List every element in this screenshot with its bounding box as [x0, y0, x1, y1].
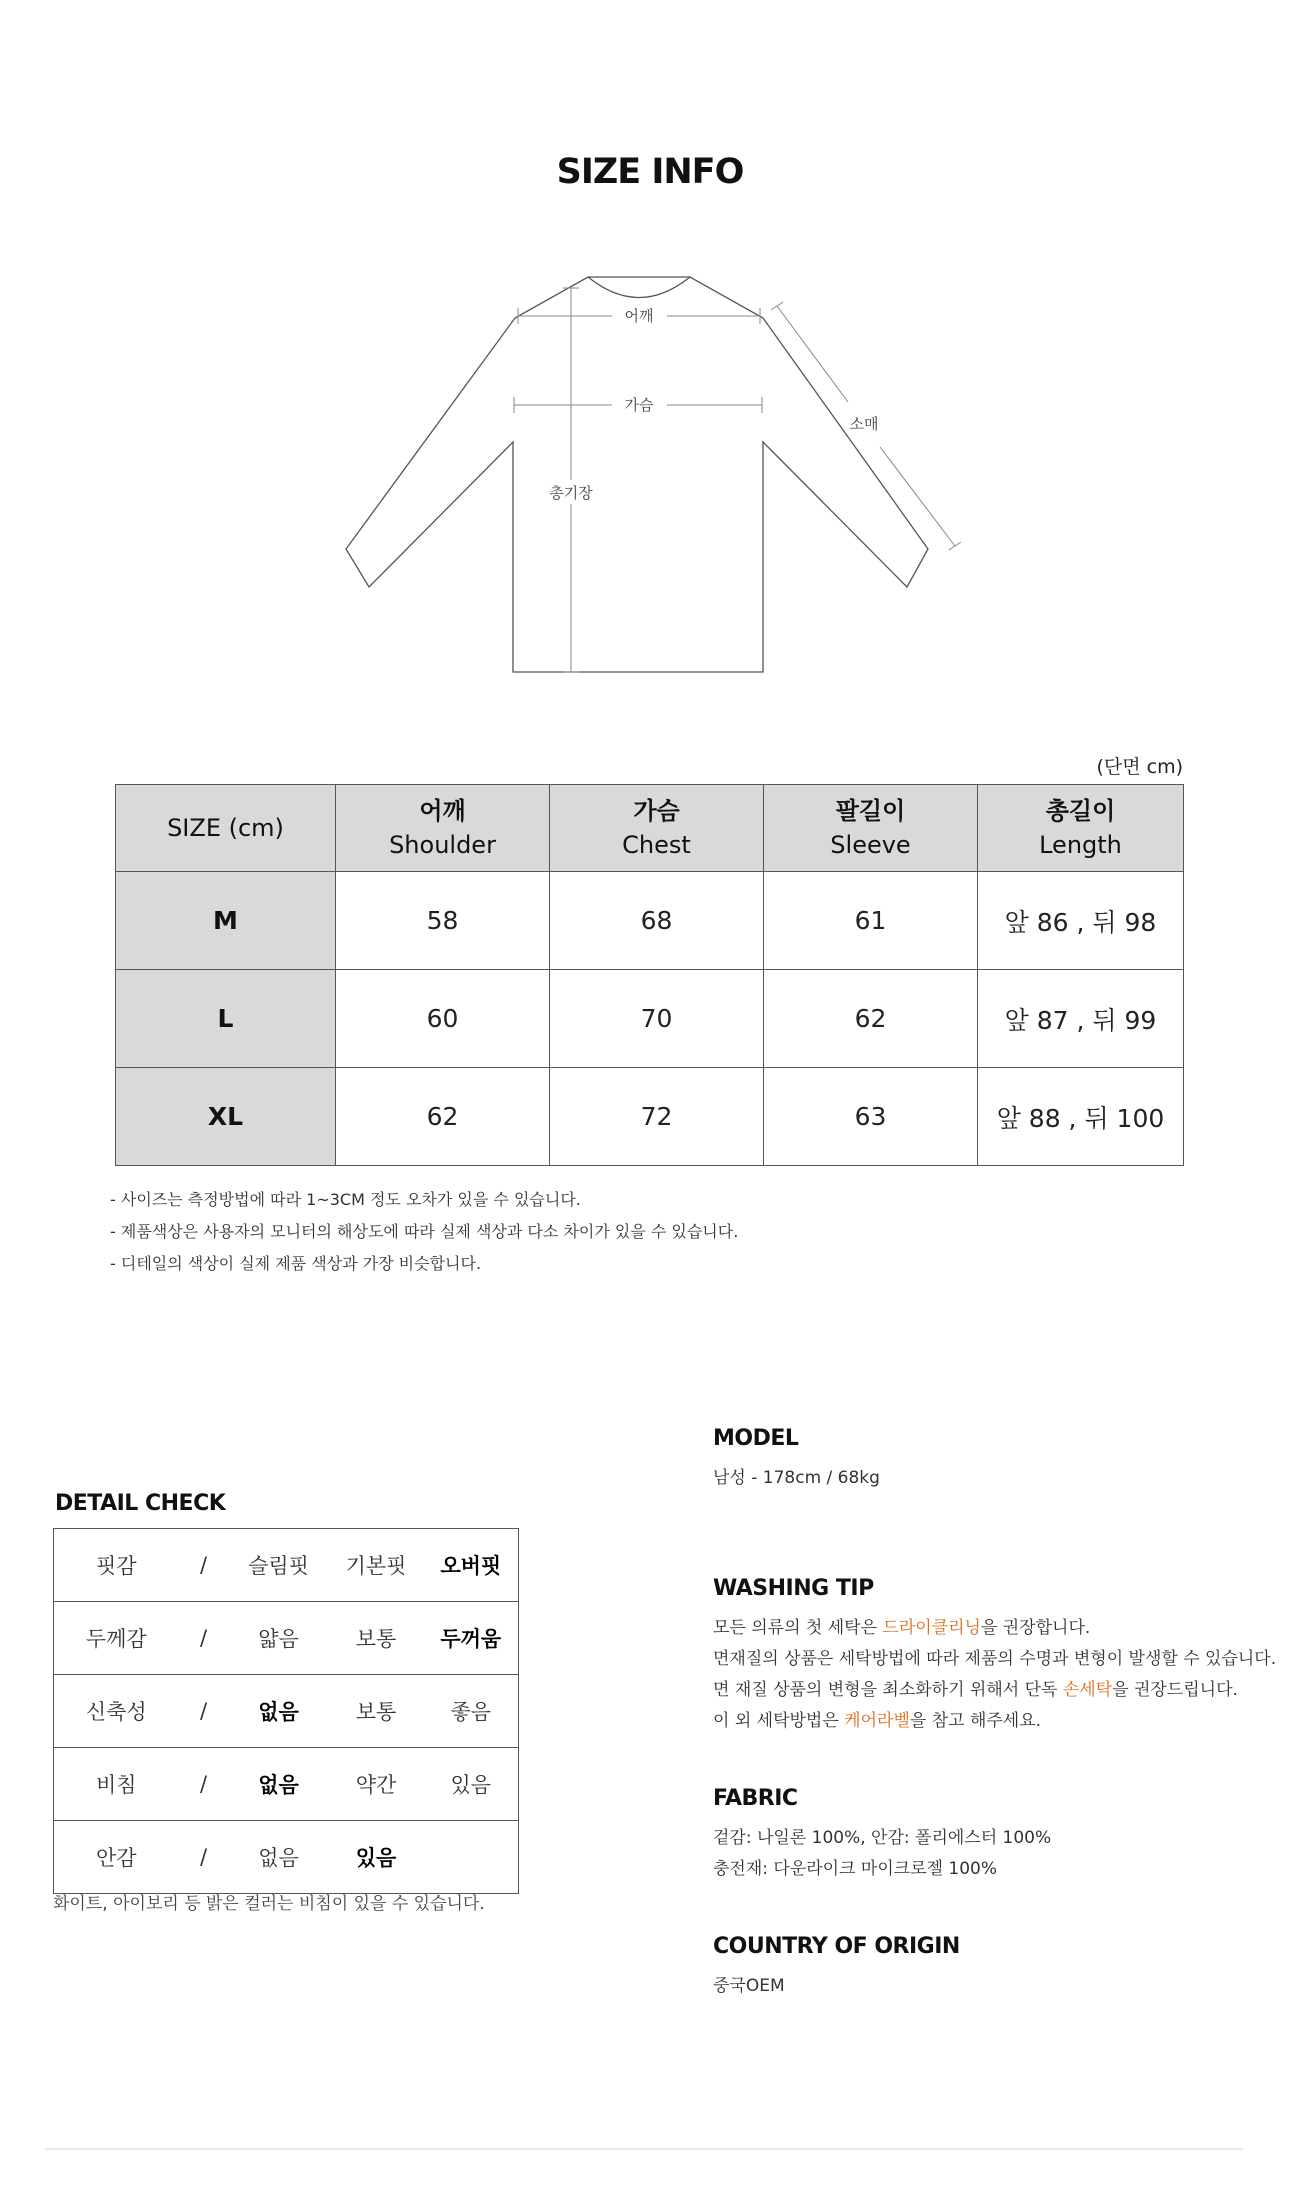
garment-outline: [346, 277, 928, 672]
fabric-line: 충전재: 다운라이크 마이크로젤 100%: [713, 1859, 998, 1879]
detail-option: 좋음: [424, 1675, 519, 1748]
detail-check-title: DETAIL CHECK: [55, 1491, 226, 1516]
page-title: SIZE INFO: [556, 152, 744, 192]
detail-row: [54, 1821, 519, 1894]
origin-section: [713, 1934, 960, 2002]
detail-sep: /: [179, 1821, 229, 1894]
model-title: MODEL: [713, 1426, 799, 1451]
diagram-label-shoulder: 어깨: [624, 307, 654, 325]
washing-text: 면 재질 상품의 변형을 최소화하기 위해서 단독: [713, 1680, 1063, 1700]
header-chest-en: Chest: [622, 831, 691, 859]
cell-length: 앞 86 , 뒤 98: [978, 872, 1184, 970]
table-row: [116, 970, 1184, 1068]
detail-check-note: 화이트, 아이보리 등 밝은 컬러는 비침이 있을 수 있습니다.: [53, 1894, 485, 1914]
diagram-label-sleeve: 소매: [849, 415, 879, 433]
detail-sep: /: [179, 1675, 229, 1748]
cell-shoulder: 58: [336, 872, 550, 970]
washing-line: [713, 1675, 1276, 1706]
detail-label: 두께감: [54, 1602, 179, 1675]
header-shoulder-en: Shoulder: [389, 831, 496, 859]
fabric-section: [713, 1786, 1051, 1885]
detail-sep: /: [179, 1748, 229, 1821]
detail-option: 슬림핏: [248, 1554, 309, 1578]
table-row: [116, 1068, 1184, 1166]
detail-check-table: [53, 1528, 519, 1894]
unit-note: (단면 cm): [1096, 756, 1183, 778]
washing-text: 모든 의류의 첫 세탁은: [713, 1618, 883, 1638]
row-size: M: [116, 872, 336, 970]
garment-sketch: [0, 262, 1300, 702]
detail-row: [54, 1675, 519, 1748]
detail-option: 있음: [424, 1748, 519, 1821]
detail-option: 보통: [329, 1675, 424, 1748]
detail-label: 핏감: [95, 1554, 137, 1578]
table-row: [116, 872, 1184, 970]
model-text: 남성 - 178cm / 68kg: [713, 1468, 880, 1488]
washing-title: WASHING TIP: [713, 1576, 874, 1601]
header-sleeve-kr: 팔길이: [835, 797, 906, 825]
detail-option: [424, 1821, 519, 1894]
washing-text: 이 외 세탁방법은: [713, 1711, 845, 1731]
note-item: - 제품색상은 사용자의 모니터의 해상도에 따라 실제 색상과 다소 차이가 있을 수 있습니다.: [110, 1222, 739, 1241]
cell-sleeve: 63: [764, 1068, 978, 1166]
washing-highlight: 케어라벨: [844, 1711, 910, 1731]
washing-line: [713, 1706, 1276, 1737]
size-table: [115, 784, 1184, 1166]
size-notes: [110, 1186, 738, 1282]
cell-length: 앞 87 , 뒤 99: [978, 970, 1184, 1068]
cell-length: 앞 88 , 뒤 100: [978, 1068, 1184, 1166]
detail-label: 비침: [54, 1748, 179, 1821]
cell-sleeve: 62: [764, 970, 978, 1068]
garment-diagram: [0, 262, 1300, 702]
header-length-kr: 총길이: [1045, 797, 1116, 825]
detail-option-selected: 없음: [229, 1748, 329, 1821]
header-chest: [550, 785, 764, 872]
fabric-line: 겉감: 나일론 100%, 안감: 폴리에스터 100%: [713, 1828, 1052, 1848]
row-size: XL: [116, 1068, 336, 1166]
bottom-divider: [45, 2148, 1243, 2150]
row-size: L: [116, 970, 336, 1068]
cell-sleeve: 61: [764, 872, 978, 970]
cell-chest: 72: [550, 1068, 764, 1166]
cell-shoulder: 60: [336, 970, 550, 1068]
washing-text: 을 권장합니다.: [980, 1618, 1091, 1638]
washing-text: 을 참고 해주세요.: [909, 1711, 1042, 1731]
detail-sep: /: [199, 1553, 208, 1577]
detail-option: 없음: [229, 1821, 329, 1894]
detail-option: 기본핏: [345, 1554, 407, 1578]
header-shoulder-kr: 어깨: [419, 797, 466, 825]
detail-option-selected: 없음: [229, 1675, 329, 1748]
detail-option-selected: 오버핏: [440, 1554, 502, 1578]
washing-section: [713, 1576, 1276, 1737]
detail-row: [54, 1602, 519, 1675]
cell-chest: 68: [550, 872, 764, 970]
origin-text: 중국OEM: [713, 1976, 785, 1996]
note-item: - 사이즈는 측정방법에 따라 1~3CM 정도 오차가 있을 수 있습니다.: [110, 1190, 581, 1209]
fabric-title: FABRIC: [713, 1786, 798, 1811]
size-table-header: [116, 785, 1184, 872]
header-sleeve: [764, 785, 978, 872]
header-length-en: Length: [1039, 831, 1122, 859]
detail-sep: /: [179, 1602, 229, 1675]
diagram-label-chest: 가슴: [624, 396, 654, 414]
header-length: [978, 785, 1184, 872]
detail-row: [54, 1748, 519, 1821]
detail-option-selected: 두꺼움: [424, 1602, 519, 1675]
detail-option: 보통: [329, 1602, 424, 1675]
washing-highlight: 드라이클리닝: [882, 1618, 981, 1638]
detail-label: 안감: [54, 1821, 179, 1894]
header-chest-kr: 가슴: [633, 797, 680, 825]
detail-label: 신축성: [54, 1675, 179, 1748]
washing-highlight: 손세탁: [1062, 1680, 1113, 1700]
detail-option-selected: 있음: [329, 1821, 424, 1894]
header-sleeve-en: Sleeve: [830, 831, 911, 859]
note-item: - 디테일의 색상이 실제 제품 색상과 가장 비슷합니다.: [110, 1254, 482, 1273]
header-size: SIZE (cm): [116, 785, 336, 872]
cell-chest: 70: [550, 970, 764, 1068]
model-section: [713, 1426, 880, 1494]
washing-line: 면재질의 상품은 세탁방법에 따라 제품의 수명과 변형이 발생할 수 있습니다.: [713, 1649, 1277, 1669]
detail-row: [54, 1529, 519, 1602]
diagram-label-length: 총기장: [549, 484, 593, 502]
washing-text: 을 권장드립니다.: [1112, 1680, 1238, 1700]
header-shoulder: [336, 785, 550, 872]
washing-line: [713, 1613, 1276, 1644]
cell-shoulder: 62: [336, 1068, 550, 1166]
collar-line: [588, 277, 690, 298]
detail-option: 얇음: [229, 1602, 329, 1675]
detail-option: 약간: [329, 1748, 424, 1821]
origin-title: COUNTRY OF ORIGIN: [713, 1934, 960, 1959]
